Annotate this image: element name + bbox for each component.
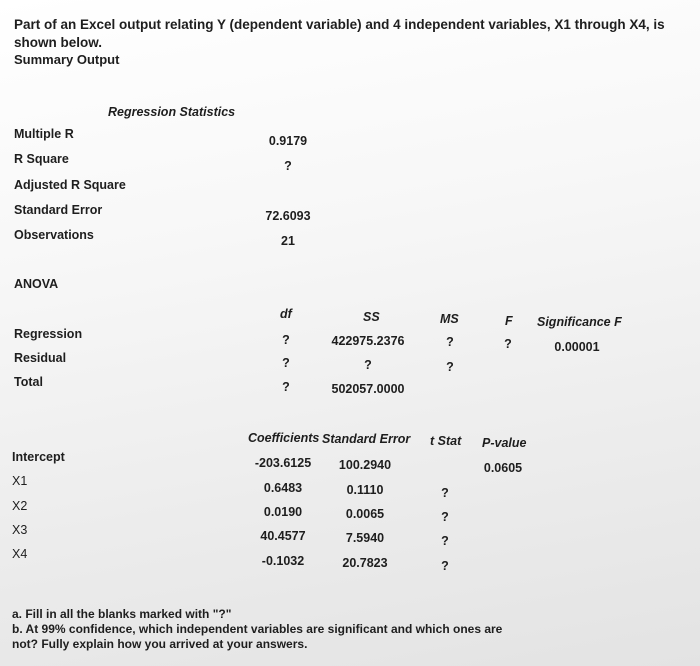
coef-header-coefficients: Coefficients — [248, 431, 320, 445]
reg-label-observations: Observations — [14, 228, 94, 242]
reg-label-adj-r-square: Adjusted R Square — [14, 178, 126, 192]
question-a: a. Fill in all the blanks marked with "?" — [12, 607, 232, 621]
summary-title: Summary Output — [14, 52, 120, 67]
anova-total-df: ? — [282, 380, 290, 394]
coef-x4-coef: -0.1032 — [261, 554, 305, 568]
reg-value-multiple-r: 0.9179 — [268, 134, 308, 148]
anova-residual-ms: ? — [446, 360, 454, 374]
intro-text: Part of an Excel output relating Y (dependent variable) and 4 independent variables, X1 through X4, is shown below. — [14, 17, 665, 50]
reg-value-observations: 21 — [281, 234, 295, 248]
anova-regression-df: ? — [282, 333, 290, 347]
anova-header-ms: MS — [440, 312, 459, 326]
coef-x2-t: ? — [441, 510, 449, 524]
coef-label-intercept: Intercept — [12, 450, 65, 464]
coef-x4-se: 20.7823 — [342, 556, 388, 570]
anova-header-sigf: Significance F — [537, 315, 622, 329]
coef-x1-t: ? — [441, 486, 449, 500]
reg-label-std-error: Standard Error — [14, 203, 103, 217]
coef-label-x3: X3 — [12, 523, 28, 537]
anova-header-ss: SS — [363, 310, 380, 324]
coef-x3-se: 7.5940 — [345, 531, 385, 545]
anova-label-regression: Regression — [14, 327, 83, 341]
coef-x1-coef: 0.6483 — [263, 481, 303, 495]
coef-label-x4: X4 — [12, 547, 28, 561]
reg-label-r-square: R Square — [14, 152, 69, 166]
anova-residual-df: ? — [282, 356, 290, 370]
anova-regression-sigf: 0.00001 — [554, 340, 600, 354]
anova-label-total: Total — [14, 375, 43, 389]
coef-intercept-coef: -203.6125 — [254, 456, 312, 470]
anova-total-ss: 502057.0000 — [331, 382, 405, 396]
coef-intercept-p: 0.0605 — [483, 461, 523, 475]
anova-header-f: F — [505, 314, 513, 328]
question-b: b. At 99% confidence, which independent variables are significant and which ones are not? Fully explain how you arrived at your answers. — [12, 622, 503, 651]
anova-regression-ss: 422975.2376 — [331, 334, 405, 348]
reg-value-std-error: 72.6093 — [265, 209, 311, 223]
coef-label-x2: X2 — [12, 499, 28, 513]
coef-header-t-stat: t Stat — [430, 434, 462, 448]
coef-x2-coef: 0.0190 — [263, 505, 303, 519]
anova-label-residual: Residual — [14, 351, 67, 365]
coef-x4-t: ? — [441, 559, 449, 573]
anova-header-df: df — [280, 307, 292, 321]
anova-residual-ss: ? — [364, 358, 372, 372]
coef-x3-t: ? — [441, 534, 449, 548]
reg-value-r-square: ? — [284, 159, 292, 173]
coef-x3-coef: 40.4577 — [260, 529, 306, 543]
coef-x2-se: 0.0065 — [345, 507, 385, 521]
anova-regression-ms: ? — [446, 335, 454, 349]
coef-x1-se: 0.1110 — [346, 483, 384, 497]
reg-label-multiple-r: Multiple R — [14, 127, 74, 141]
coef-header-p-value: P-value — [482, 436, 527, 450]
anova-title: ANOVA — [14, 277, 59, 291]
coef-header-std-error: Standard Error — [322, 432, 411, 446]
anova-regression-f: ? — [504, 337, 512, 351]
reg-stats-title: Regression Statistics — [108, 105, 236, 119]
coef-label-x1: X1 — [12, 474, 28, 488]
coef-intercept-se: 100.2940 — [338, 458, 392, 472]
questions — [12, 607, 512, 652]
